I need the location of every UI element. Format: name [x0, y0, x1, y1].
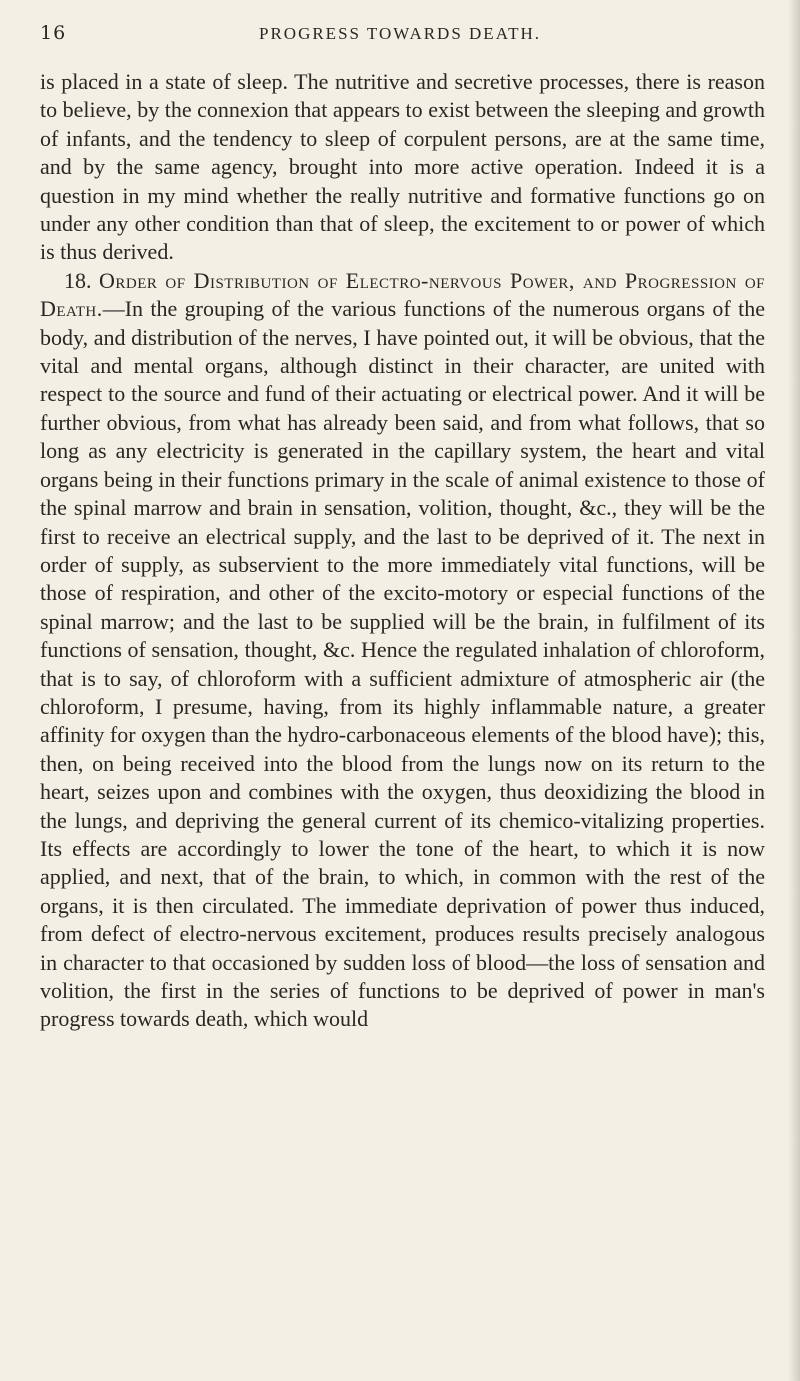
page-edge-shadow — [788, 0, 800, 1381]
section-number: 18. — [64, 267, 92, 293]
body-text — [40, 68, 765, 1034]
paragraph-continuation: is placed in a state of sleep. The nutritive and secretive processes, there is reason to believe, by the connexion that appears to exist between the sleeping and growth of infants, and the tendency to sleep of corpulent persons, are at the same time, and by the same agency, brought into more active operation. Indeed it is a question in my mind whether the really nutritive and formative functions go on under any other condition than that of sleep, the excitement to or power of which is thus derived. — [40, 69, 765, 265]
section-body: In the grouping of the various functions of the numerous organs of the body, and distribution of the nerves, I have pointed out, it will be obvious, that the vital and mental organs, although distinct in their character, are united with respect to the source and fund of their actuating or electrical power. And it will be further obvious, from what has already been said, and from what follows, that so long as any electricity is generated in the capillary system, the heart and vital organs being in their functions primary in the scale of animal existence to those of the spinal marrow and brain in sensation, volition, thought, &c., they will be the first to receive an electrical supply, and the last to be deprived of it. The next in order of supply, as subservient to the more immediately vital functions, will be those of respiration, and other of the excito-motory or especial functions of the spinal marrow; and the last to be supplied will be the brain, in fulfilment of its functions of sensation, thought, &c. Hence the regulated inhalation of chloroform, that is to say, of chloroform with a sufficient admixture of atmospheric air (the chloroform, I presume, having, from its highly inflammable nature, a greater affinity for oxygen than the hydro-carbonaceous elements of the blood have); this, then, on being received into the blood from the lungs now on its return to the heart, seizes upon and combines with the oxygen, thus deoxidizing the blood in the lungs, and depriving the general current of its chemico-vitalizing properties. Its effects are accordingly to lower the tone of the heart, to which it is now applied, and next, that of the brain, to which, in common with the rest of the organs, it is then circulated. The immediate deprivation of power thus induced, from defect of electro-nervous excitement, produces results precisely analogous in character to that occasioned by sudden loss of blood—the loss of sensation and volition, the first in the series of functions to be deprived of power in man's progress towards death, which would — [40, 296, 765, 1032]
running-title: PROGRESS TOWARDS DEATH. — [259, 24, 541, 43]
paragraph-section-18: 18. Order of Distribution of Electro-nervous Power, and Progression of Death.—In the grouping of the various functions of the numerous organs of the body, and distribution of the nerves, I have pointed out, it will be obvious, that the vital and mental organs, although distinct in their character, are united with respect to the source and fund of their actuating or electrical power. And it will be further obvious, from what has already been said, and from what follows, that so long as any electricity is generated in the capillary system, the heart and vital organs being in their functions primary in the scale of animal existence to those of the spinal marrow and brain in sensation, volition, thought, &c., they will be the first to receive an electrical supply, and the last to be deprived of it. The next in order of supply, as subservient to the more immediately vital functions, will be those of respiration, and other of the excito-motory or especial functions of the spinal marrow; and the last to be supplied will be the brain, in fulfilment of its functions of sensation, thought, &c. Hence the regulated inhalation of chloroform, that is to say, of chloroform with a sufficient admixture of atmospheric air (the chloroform, I presume, having, from its highly inflammable nature, a greater affinity for oxygen than the hydro-carbonaceous elements of the blood have); this, then, on being received into the blood from the lungs now on its return to the heart, seizes upon and combines with the oxygen, thus deoxidizing the blood in the lungs, and depriving the general current of its chemico-vitalizing properties. Its effects are accordingly to lower the tone of the heart, to which it is now applied, and next, that of the brain, to which, in common with the rest of the organs, it is then circulated. The immediate deprivation of power thus induced, from defect of electro-nervous excitement, produces results precisely analogous in character to that occasioned by sudden loss of blood—the loss of sensation and volition, the first in the series of functions to be deprived of power in man's progress towards death, which would — [40, 267, 765, 1032]
section-heading: Order of Distribution of Electro-nervous Power, and Progression of Death. — [40, 267, 765, 322]
page-number: 16 — [40, 22, 67, 44]
